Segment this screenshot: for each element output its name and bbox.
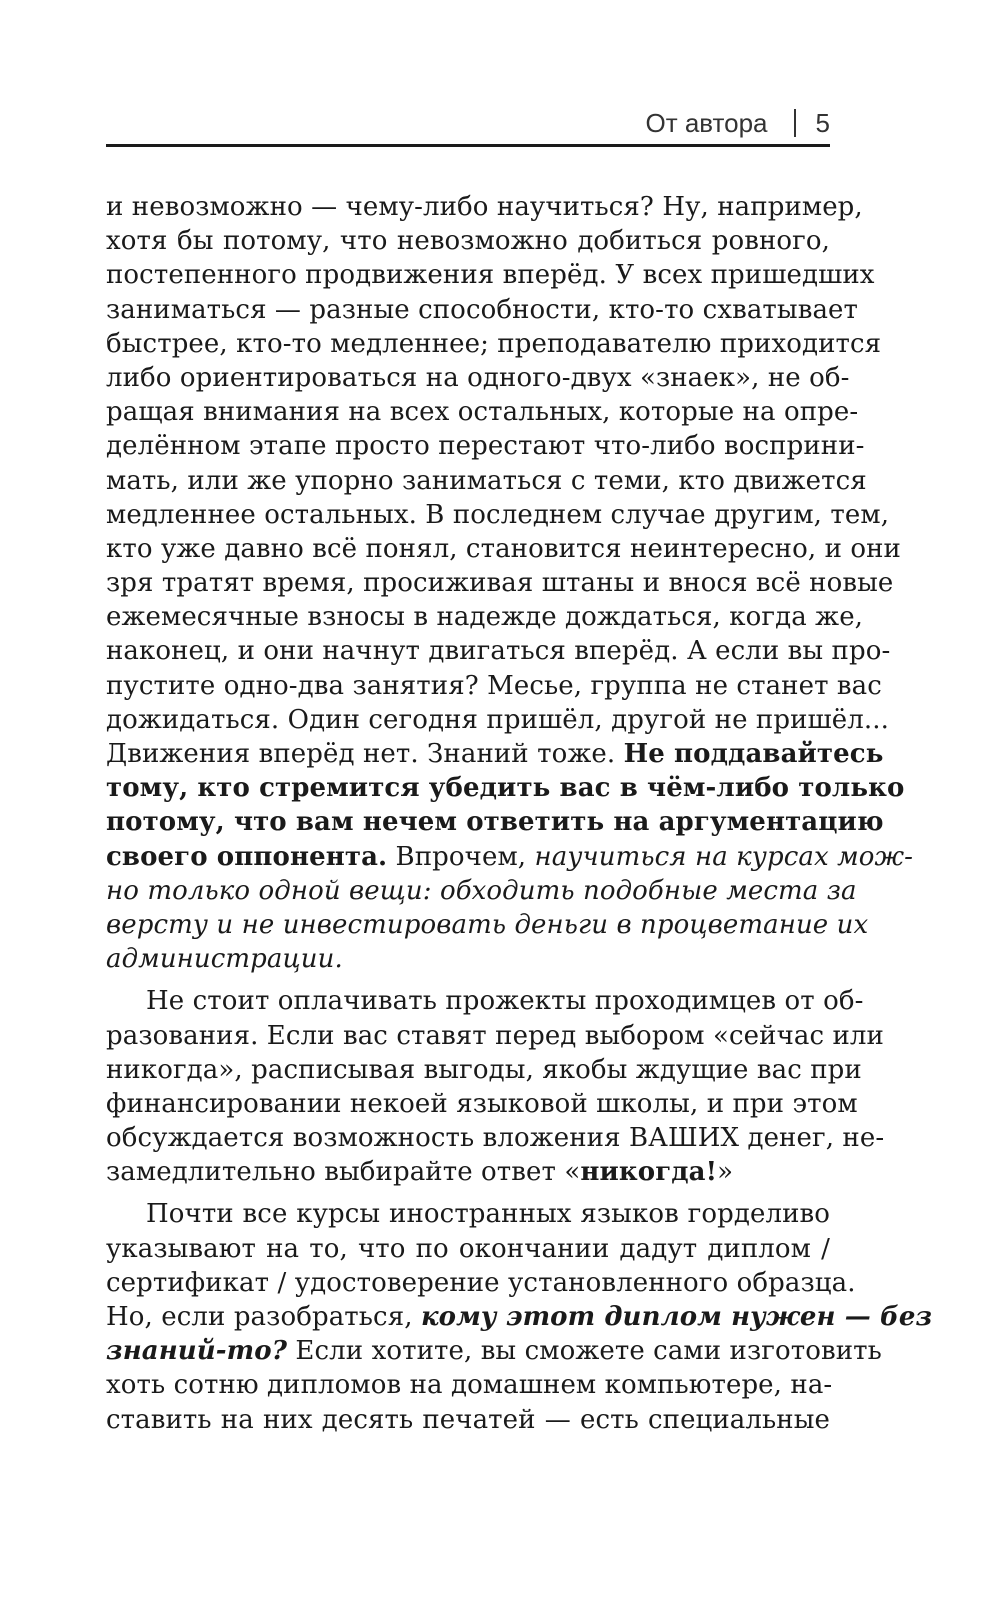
text-run: быстрее, кто-то медленнее; преподавателю приходится (106, 328, 882, 359)
paragraph (106, 190, 914, 976)
text-line (106, 1197, 830, 1231)
text-line (106, 1403, 830, 1437)
text-run: мать, или же упорно заниматься с теми, кто движется (106, 465, 867, 496)
text-line (106, 395, 859, 429)
text-run: Если хотите, вы сможете сами изготовить (287, 1336, 882, 1367)
text-run: Впрочем, (387, 841, 535, 872)
text-run: сертификат / удостоверение установленного образца. (106, 1267, 856, 1298)
text-line (106, 190, 863, 224)
emphasis-text: администрации. (106, 944, 343, 975)
text-line (106, 464, 867, 498)
text-run: пустите одно-два занятия? Месье, группа не станет вас (106, 670, 882, 701)
text-run: заниматься — разные способности, кто-то схватывает (106, 294, 859, 325)
text-line (106, 1053, 862, 1087)
section-title: От автора (645, 107, 768, 138)
emphasis-text: потому, что вам нечем ответить на аргументацию (106, 807, 884, 838)
text-run: Почти все курсы иностранных языков горделиво (146, 1199, 830, 1230)
text-line (106, 634, 891, 668)
text-line (106, 874, 857, 908)
paragraph-gap (106, 1189, 830, 1197)
text-run: дожидаться. Один сегодня пришёл, другой не пришёл... (106, 704, 890, 735)
emphasis-text: никогда! (580, 1157, 718, 1188)
text-run: либо ориентироваться на одного-двух «знаек», не об- (106, 362, 850, 393)
running-head (106, 103, 830, 143)
text-line (106, 737, 884, 771)
text-line (106, 1266, 856, 1300)
text-run: финансировании некоей языковой школы, и при этом (106, 1088, 858, 1119)
text-line (106, 984, 864, 1018)
text-run: Движения вперёд нет. Знаний тоже. (106, 739, 624, 769)
text-run: хоть сотню дипломов на домашнем компьютере, на- (106, 1370, 833, 1401)
text-line (106, 771, 905, 805)
text-run: обсуждается возможность вложения ВАШИХ денег, не- (106, 1123, 885, 1154)
text-run: Но, если разобраться, (106, 1302, 421, 1332)
text-line (106, 942, 830, 976)
header-rule (106, 144, 830, 147)
text-line (106, 566, 894, 600)
paragraph-gap (106, 976, 830, 984)
text-line (106, 429, 865, 463)
text-line (106, 1087, 858, 1121)
text-run: хотя бы потому, что невозможно добиться ровного, (106, 226, 830, 257)
text-line (106, 1232, 830, 1266)
emphasis-text: научиться на курсах мож- (534, 841, 914, 872)
text-line (106, 1019, 884, 1053)
text-line (106, 1368, 833, 1402)
text-run: наконец, и они начнут двигаться вперёд. А если вы про- (106, 636, 891, 667)
text-line (106, 908, 869, 942)
text-run: зря тратят время, просиживая штаны и внося всё новые (106, 568, 894, 599)
text-run: постепенного продвижения вперёд. У всех пришедших (106, 260, 875, 291)
body-text (106, 190, 933, 1437)
emphasis-text: своего оппонента. (106, 841, 388, 872)
emphasis-text: Не поддавайтесь (623, 739, 884, 769)
text-line (106, 669, 882, 703)
paragraph (106, 984, 885, 1189)
emphasis-text: знаний-то? (106, 1336, 288, 1367)
text-line (106, 258, 875, 292)
text-line (106, 600, 864, 634)
text-line (106, 361, 850, 395)
text-run: никогда», расписывая выгоды, якобы ждущие вас при (106, 1054, 862, 1085)
text-line (106, 327, 882, 361)
text-line (106, 840, 914, 874)
text-run: указывают на то, что по окончании дадут диплом / (106, 1233, 830, 1264)
emphasis-text: кому этот диплом нужен — без (420, 1302, 933, 1332)
text-line (106, 805, 884, 839)
text-line (106, 703, 890, 737)
emphasis-text: но только одной вещи: обходить подобные места за (106, 875, 857, 906)
paragraph (106, 1197, 933, 1436)
text-line (106, 1334, 882, 1368)
text-run: ежемесячные взносы в надежде дождаться, когда же, (106, 602, 864, 633)
text-run: и невозможно — чему-либо научиться? Ну, например, (106, 192, 863, 222)
text-line (106, 1300, 933, 1334)
emphasis-text: тому, кто стремится убедить вас в чём-либо только (106, 773, 905, 804)
text-run: замедлительно выбирайте ответ « (106, 1157, 581, 1188)
text-line (106, 1121, 885, 1155)
text-line (106, 532, 901, 566)
text-line (106, 224, 830, 258)
text-line (106, 498, 890, 532)
text-run: разования. Если вас ставят перед выбором «сейчас или (106, 1020, 884, 1051)
page-number: 5 (815, 107, 830, 138)
text-run: » (717, 1157, 734, 1188)
header-separator (794, 109, 796, 137)
emphasis-text: версту и не инвестировать деньги в процветание их (106, 909, 869, 940)
text-line (106, 293, 859, 327)
text-run: ставить на них десять печатей — есть специальные (106, 1404, 830, 1435)
text-line (106, 1155, 830, 1189)
text-run: кто уже давно всё понял, становится неинтересно, и они (106, 533, 901, 564)
text-run: медленнее остальных. В последнем случае другим, тем, (106, 499, 890, 530)
text-run: делённом этапе просто перестают что-либо восприни- (106, 431, 865, 462)
text-run: ращая внимания на всех остальных, которые на опре- (106, 397, 859, 428)
text-run: Не стоит оплачивать прожекты проходимцев от об- (146, 986, 864, 1017)
